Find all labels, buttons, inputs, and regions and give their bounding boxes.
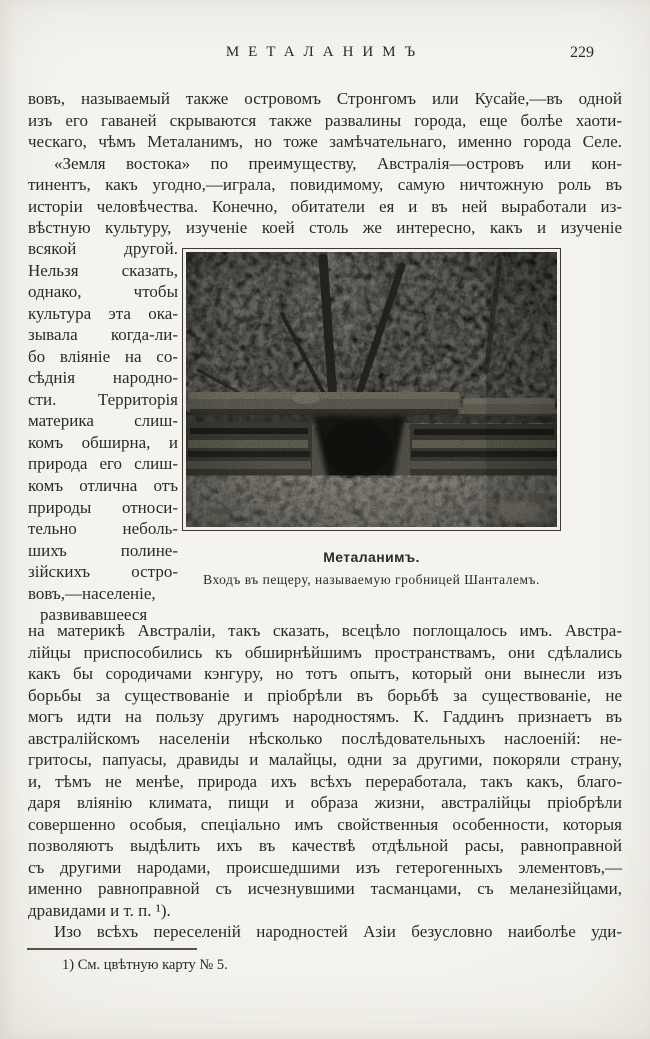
text-line: исторіи человѣчества. Конечно, обитатели ея и въ ней выработали из-	[28, 196, 622, 216]
text-line: австралійскомъ населеніи нѣсколько послѣдовательныхъ наслоеній: не-	[28, 728, 622, 748]
text-line: и, тѣмъ не менѣе, природа ихъ всѣхъ переработала, такъ какъ, благо-	[28, 771, 622, 791]
text-line: какъ бы сородичами кэнгуру, но тотъ опытъ, который они вынесли изъ	[28, 664, 622, 683]
text-line: сѣднія народно-	[28, 368, 178, 388]
text-line: сти. Территорія	[28, 389, 178, 409]
text-line: позволяютъ выдѣлить ихъ въ качествѣ отдѣльной расы, равноправной	[28, 836, 622, 855]
text-line: тинентъ, какъ угодно,—играла, повидимому, самую ничтожную роль въ	[28, 175, 622, 194]
text-line: совершенно особыя, спеціально имъ свойственныя особенности, которыя	[28, 814, 622, 834]
photo-illustration	[186, 252, 557, 527]
text-line: вовъ,—населеніе,	[28, 583, 156, 603]
running-header	[28, 44, 622, 64]
caption-title: Металанимъ.	[323, 549, 420, 565]
body-text-top	[28, 88, 622, 239]
text-line: Изо всѣхъ переселеній народностей Азіи безусловно наиболѣе уди-	[54, 922, 622, 941]
page-number: 229	[570, 44, 594, 61]
text-line: всякой другой.	[28, 239, 178, 258]
page-title: МЕТАЛАНИМЪ	[225, 44, 425, 60]
text-line: бо вліяніе на со-	[28, 346, 178, 366]
text-line: лійцы приспособились къ обширнѣйшимъ пространствамъ, они сдѣлались	[28, 642, 622, 662]
text-line: съ другими народами, происшедшими изъ гетерогенныхъ элементовъ,—	[28, 857, 622, 877]
text-line: изъ его гаваней скрываются также развалины города, еще болѣе хаоти-	[28, 110, 622, 130]
body-text-bottom	[28, 620, 622, 943]
text-line: культура эта ока-	[28, 303, 178, 323]
text-line: комъ отлична отъ	[28, 476, 178, 496]
text-line: именно равноправной съ исчезнувшими тасманцами, съ меланезійцами,	[28, 879, 622, 898]
caption-subtitle: Входъ въ пещеру, называемую гробницей Шанталемъ.	[203, 572, 540, 587]
text-line: «Земля востока» по преимуществу, Австралія—островъ или кон-	[54, 153, 622, 173]
figure-caption	[182, 549, 561, 588]
text-line: комъ обширна, и	[28, 432, 178, 452]
text-line: шихъ полине-	[28, 540, 178, 560]
text-line: развивавшееся	[40, 605, 148, 625]
text-line: зійскихъ остро-	[28, 562, 178, 582]
footnote	[28, 957, 622, 974]
text-line: могъ идти на пользу другимъ народностямъ. К. Гаддинъ признаетъ въ	[28, 707, 622, 726]
figure-frame	[182, 248, 561, 531]
text-line: вовъ, называемый также островомъ Стронгомъ или Кусайе,—въ одной	[28, 89, 622, 108]
text-line: борьбы за существованіе и пріобрѣли въ борьбѣ за существованіе, не	[28, 685, 622, 705]
text-line: на материкѣ Австраліи, такъ сказать, всецѣло поглощалось имъ. Австра-	[28, 621, 622, 640]
text-line: гритосы, папуасы, дравиды и малайцы, одни за другими, покоряли страну,	[28, 750, 622, 769]
text-line: Нельзя сказать,	[28, 260, 178, 280]
left-column	[28, 238, 178, 626]
text-line: зывала когда-ли-	[28, 325, 178, 345]
text-line: вѣстную культуру, изученіе коей столь же интересно, какъ и изученіе	[28, 218, 622, 237]
text-line: однако, чтобы	[28, 282, 178, 302]
text-line: даря вліянію климата, пищи и образа жизни, австралійцы пріобрѣли	[28, 793, 622, 812]
text-line: тельно неболь-	[28, 519, 178, 539]
text-line: природы относи-	[28, 497, 178, 517]
text-line: ческаго, чѣмъ Металанимъ, но тоже замѣчательнаго, именно города Селе.	[28, 132, 622, 151]
text-line: дравидами и т. п. ¹).	[28, 900, 171, 920]
text-line: природа его слиш-	[28, 454, 178, 474]
text-line: материка слиш-	[28, 411, 178, 431]
footnote-text: 1) См. цвѣтную карту № 5.	[62, 957, 228, 973]
footnote-rule	[27, 948, 197, 950]
